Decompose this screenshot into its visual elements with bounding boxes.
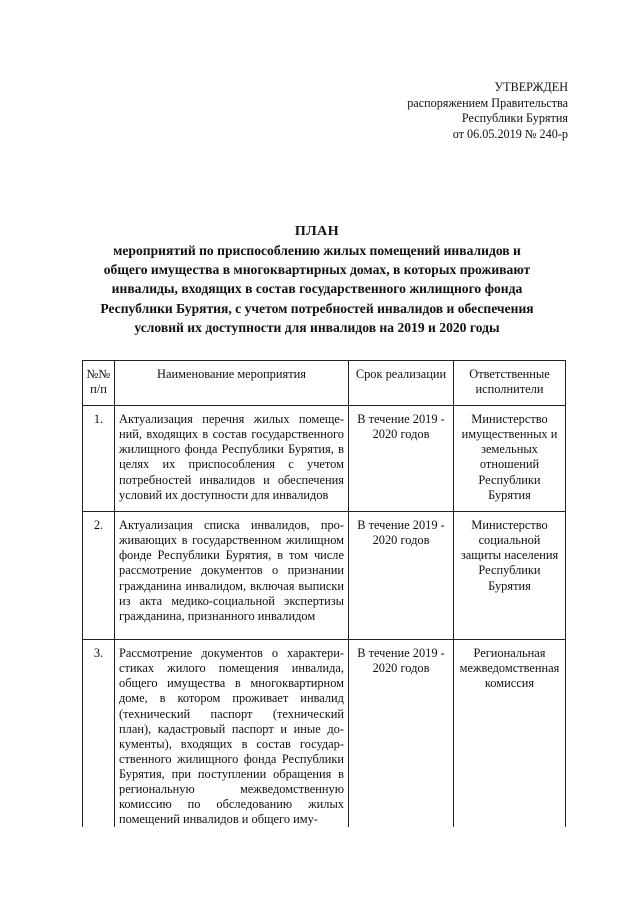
row-responsible: Министерство имущественных и земельных отношений Республики Бурятия <box>454 406 566 512</box>
table-row <box>83 406 566 512</box>
approval-title: УТВЕРЖДЕН <box>494 80 568 94</box>
header-activity: Наименование мероприятия <box>115 361 349 406</box>
row-num: 3. <box>83 640 115 828</box>
row-num: 1. <box>83 406 115 512</box>
plan-title: ПЛАН <box>294 224 340 239</box>
header-responsible: Ответственные исполнители <box>454 361 566 406</box>
approval-line-2: Республики Бурятия <box>461 111 568 125</box>
table-header-row <box>83 361 566 406</box>
row-num: 2. <box>83 512 115 640</box>
header-num: №№ п/п <box>83 361 115 406</box>
approval-stamp <box>407 80 568 142</box>
plan-subtitle-line: инвалиды, входящих в состав государственного жилищного фонда <box>111 281 523 297</box>
header-term: Срок реализации <box>349 361 454 406</box>
table-row <box>83 640 566 828</box>
row-activity: Актуализация списка инвалидов, проживающих в государственном жилищном фонде Республики Бурятия, в том числе рассмотрение документов о признании гражданина инвалидом, включая выписки из акта медико-социальной экспертизы гражданина, признанного инвалидом <box>115 512 349 640</box>
table-row <box>83 512 566 640</box>
row-term: В течение 2019 - 2020 годов <box>349 406 454 512</box>
document-heading <box>82 222 552 337</box>
plan-subtitle-line: Республики Бурятия, с учетом потребностей инвалидов и обеспечения <box>100 300 534 316</box>
row-term: В течение 2019 - 2020 годов <box>349 512 454 640</box>
row-activity: Рассмотрение документов о характеристиках жилого помещения инвалида, общего имущества в многоквартирном доме, в котором проживает инвалид (технический паспорт (технический план), кадастровый паспорт и иные документы), входящих в состав государственного жилищного фонда Республики Бурятия, при поступлении обращения в региональную межведомственную комиссию по обследованию жилых помещений инвалидов и общего иму- <box>115 640 349 828</box>
row-term: В течение 2019 - 2020 годов <box>349 640 454 828</box>
plan-table <box>82 360 566 827</box>
approval-line-3: от 06.05.2019 № 240-р <box>452 126 568 141</box>
plan-subtitle-line: мероприятий по приспособлению жилых помещений инвалидов и <box>113 243 521 258</box>
row-responsible: Министерство социальной защиты населения Республики Бурятия <box>454 512 566 640</box>
row-responsible: Региональная межведомственная комиссия <box>454 640 566 828</box>
plan-subtitle-line: общего имущества в многоквартирных домах, в которых проживают <box>103 262 531 278</box>
approval-line-1: распоряжением Правительства <box>407 95 568 110</box>
plan-subtitle-line: условий их доступности для инвалидов на 2019 и 2020 годы <box>134 319 500 335</box>
row-activity: Актуализация перечня жилых помещений, входящих в состав государственного жилищного фонда Республики Бурятия, в целях их приспособления с учетом потребностей инвалидов и обеспечения условий их доступности для инвалидов <box>115 406 349 512</box>
